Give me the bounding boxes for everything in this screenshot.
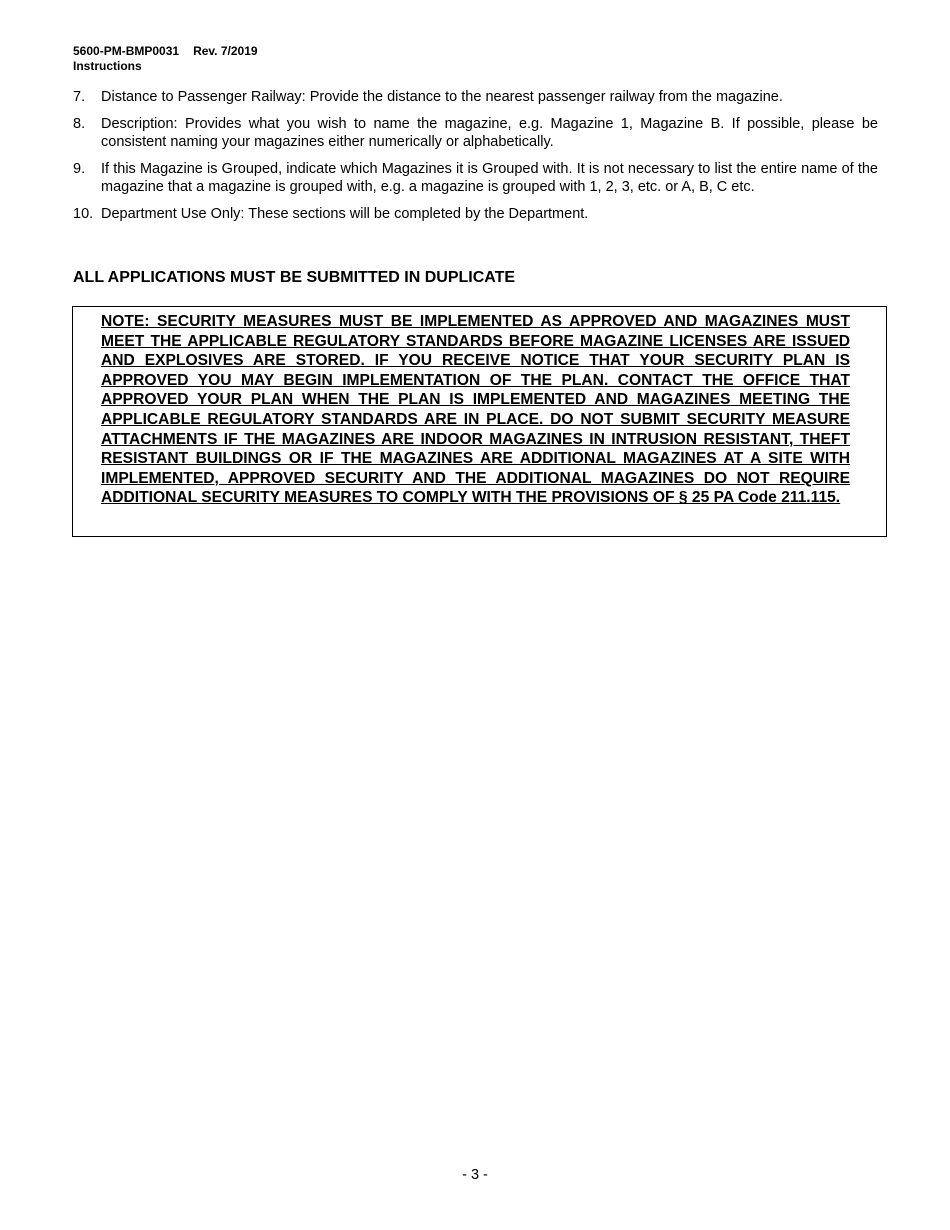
item-number: 10. [73,206,94,222]
item-text: Distance to Passenger Railway: Provide the distance to the nearest passenger railway from the magazine. [101,89,783,105]
security-note-text: NOTE: SECURITY MEASURES MUST BE IMPLEMENTED AS APPROVED AND MAGAZINES MUST MEET THE APPLICABLE REGULATORY STANDARDS BEFORE MAGAZINE LICENSES ARE ISSUED AND EXPLOSIVES ARE STORED. IF YOU RECEIVE NOTICE THAT YOUR SECURITY PLAN IS APPROVED YOU MAY BEGIN IMPLEMENTATION OF THE PLAN. CONTACT THE OFFICE THAT APPROVED YOUR PLAN WHEN THE PLAN IS IMPLEMENTED AND MAGAZINES MEETING THE APPLICABLE REGULATORY STANDARDS ARE IN PLACE. DO NOT SUBMIT SECURITY MEASURE ATTACHMENTS IF THE MAGAZINES ARE INDOOR MAGAZINES IN INTRUSION RESISTANT, THEFT RESISTANT BUILDINGS OR IF THE MAGAZINES ARE ADDITIONAL MAGAZINES AT A SITE WITH IMPLEMENTED, APPROVED SECURITY AND THE ADDITIONAL MAGAZINES DO NOT REQUIRE ADDITIONAL SECURITY MEASURES TO COMPLY WITH THE PROVISIONS OF § 25 PA Code 211.115. [101,313,850,507]
security-note-box [72,306,887,537]
item-number: 7. [73,89,86,105]
instruction-item-8 [73,115,878,151]
duplicate-heading: ALL APPLICATIONS MUST BE SUBMITTED IN DUPLICATE [73,269,516,286]
page-number: - 3 - [462,1167,488,1183]
form-id-line [73,44,258,59]
section-title: Instructions [73,59,142,73]
document-header [73,44,258,74]
item-number: 8. [73,116,86,132]
item-text: If this Magazine is Grouped, indicate which Magazines it is Grouped with. It is not necessary to list the entire name of the magazine that a magazine is grouped with, e.g. a magazine is grouped with 1, 2, 3, etc. or A, B, C etc. [101,161,878,195]
instruction-list [73,88,878,232]
instruction-item-7 [73,88,878,106]
item-text: Description: Provides what you wish to name the magazine, e.g. Magazine 1, Magazine B. If possible, please be consistent naming your magazines either numerically or alphabetically. [101,116,878,150]
item-number: 9. [73,161,86,177]
instruction-item-9 [73,160,878,196]
form-number: 5600-PM-BMP0031 [73,44,180,58]
instruction-item-10 [73,205,878,223]
revision-date: Rev. 7/2019 [193,44,258,58]
item-text: Department Use Only: These sections will be completed by the Department. [101,206,589,222]
